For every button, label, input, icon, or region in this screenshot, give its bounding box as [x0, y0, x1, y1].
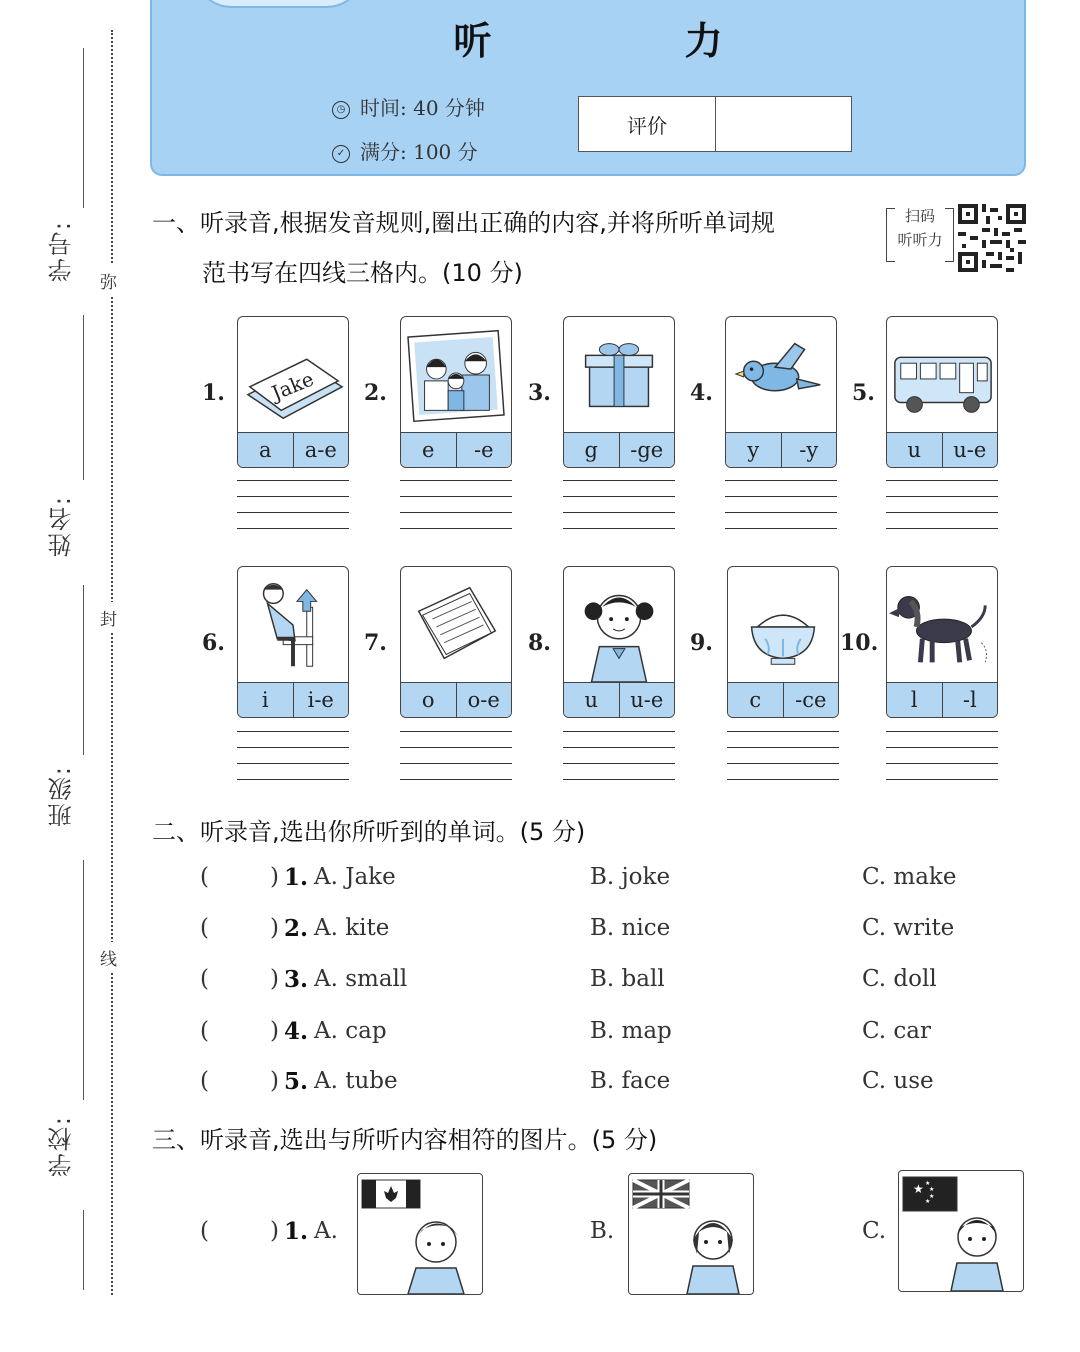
picture-card	[886, 316, 998, 468]
option-a[interactable]: A. Jake	[314, 864, 396, 890]
option-a[interactable]: l	[910, 688, 918, 712]
china-girl-picture[interactable]	[898, 1170, 1024, 1292]
writing-lines[interactable]	[886, 480, 998, 532]
option-a[interactable]: g	[584, 438, 598, 462]
svg-text:★: ★	[925, 1180, 931, 1187]
answer-paren[interactable]: (	[200, 1218, 209, 1244]
school-label: 学校:	[48, 1115, 76, 1178]
svg-text:★: ★	[929, 1186, 935, 1193]
scan-tag: 扫码 听听力	[886, 204, 954, 264]
seal-char: 封	[100, 602, 117, 633]
qr-code-icon[interactable]	[958, 204, 1026, 272]
writing-lines[interactable]	[237, 480, 349, 532]
choice-row: ( ) 2. A. kite B. nice C. write	[200, 915, 955, 942]
writing-lines[interactable]	[725, 480, 837, 532]
item-number: 1.	[202, 380, 225, 406]
picture-card	[886, 566, 998, 718]
option-b[interactable]: -l	[942, 683, 998, 717]
girl-icon	[564, 567, 674, 683]
item-number: 9.	[690, 630, 713, 656]
item-number: 8.	[528, 630, 551, 656]
option-a[interactable]: A. cap	[314, 1018, 387, 1044]
score-info: ✓ 满分: 100 分	[332, 136, 478, 165]
writing-lines[interactable]	[727, 731, 839, 783]
svg-text:★: ★	[929, 1193, 935, 1200]
answer-paren[interactable]: (	[200, 966, 209, 992]
option-b[interactable]: i-e	[293, 683, 349, 717]
option-b[interactable]: B. nice	[590, 915, 671, 941]
gift-box-icon	[564, 317, 674, 433]
dog-icon	[887, 567, 997, 683]
binding-rule	[83, 48, 84, 208]
answer-paren[interactable]: (	[200, 915, 209, 941]
header-band	[150, 0, 1026, 176]
page-title: 听 力	[453, 19, 813, 63]
bus-icon	[887, 317, 997, 433]
writing-lines[interactable]	[400, 731, 512, 783]
option-a[interactable]: u	[584, 688, 599, 712]
picture-card	[400, 316, 512, 468]
evaluation-box	[578, 96, 852, 152]
canada-flag-icon	[362, 1180, 420, 1208]
option-b[interactable]: u-e	[942, 433, 998, 467]
seal-char: 线	[100, 942, 117, 973]
name-label: 姓名:	[48, 495, 76, 558]
option-c[interactable]: C. write	[862, 915, 955, 941]
class-label: 班级:	[48, 765, 76, 828]
part3-heading: 三、听录音,选出与所听内容相符的图片。(5 分)	[152, 1126, 658, 1154]
picture-card	[563, 316, 675, 468]
option-b-label[interactable]: B.	[590, 1218, 615, 1244]
option-c[interactable]: C. use	[862, 1068, 934, 1094]
option-b[interactable]: -ge	[619, 433, 675, 467]
answer-paren[interactable]: (	[200, 864, 209, 890]
option-a[interactable]: a	[258, 438, 272, 462]
item-number: 10.	[840, 630, 879, 656]
binding-rule	[83, 860, 84, 1100]
seal-char: 弥	[100, 265, 117, 296]
option-a[interactable]: A. kite	[314, 915, 390, 941]
picture-card	[400, 566, 512, 718]
item-number: 6.	[202, 630, 225, 656]
writing-lines[interactable]	[563, 480, 675, 532]
time-info: ◷ 时间: 40 分钟	[332, 92, 485, 121]
picture-card	[237, 566, 349, 718]
option-a[interactable]: A. small	[314, 966, 408, 992]
part1-heading-line1: 一、听录音,根据发音规则,圈出正确的内容,并将所听单词规	[152, 209, 775, 237]
choice-row: ( ) 4. A. cap B. map C. car	[200, 1018, 931, 1045]
option-b[interactable]: u-e	[619, 683, 675, 717]
item-number: 3.	[528, 380, 551, 406]
item-number: 5.	[852, 380, 875, 406]
option-a[interactable]: A. tube	[314, 1068, 398, 1094]
answer-paren[interactable]: (	[200, 1068, 209, 1094]
option-a-label[interactable]: A.	[314, 1218, 338, 1244]
option-b[interactable]: -y	[781, 433, 837, 467]
china-flag-icon	[903, 1177, 957, 1211]
binding-rule	[83, 1210, 84, 1290]
uk-flag-icon	[633, 1180, 689, 1208]
choice-row: ( ) 5. A. tube B. face C. use	[200, 1068, 934, 1095]
binding-rule	[83, 315, 84, 480]
option-c[interactable]: C. make	[862, 864, 957, 890]
notes-icon	[401, 567, 511, 683]
svg-text:Jake: Jake	[268, 367, 318, 405]
option-b[interactable]: B. joke	[590, 864, 671, 890]
option-a[interactable]: e	[422, 438, 435, 462]
rice-bowl-icon	[728, 567, 838, 683]
option-c-label[interactable]: C.	[862, 1218, 887, 1244]
uk-girl-picture[interactable]	[628, 1173, 754, 1295]
part2-heading: 二、听录音,选出你所听到的单词。(5 分)	[152, 818, 586, 846]
option-a[interactable]: y	[747, 438, 760, 462]
option-c[interactable]: C. doll	[862, 966, 937, 992]
cloud-decoration	[192, 0, 366, 8]
option-c[interactable]: C. car	[862, 1018, 931, 1044]
evaluation-label: 评价	[579, 97, 716, 151]
picture-card	[727, 566, 839, 718]
option-b[interactable]: -ce	[783, 683, 839, 717]
option-b[interactable]: o-e	[456, 683, 512, 717]
option-a[interactable]: i	[261, 688, 269, 712]
option-a[interactable]: u	[907, 438, 922, 462]
option-a[interactable]: c	[749, 688, 762, 712]
student-id-label: 学号:	[48, 220, 76, 283]
item-number: 4.	[690, 380, 713, 406]
picture-card	[725, 316, 837, 468]
choice-row: ( ) 1. A. Jake B. joke C. make	[200, 864, 957, 891]
picture-choice-row: ( ) 1. A. B. C.	[200, 1218, 887, 1245]
svg-text:★: ★	[913, 1182, 924, 1196]
option-b[interactable]: B. ball	[590, 966, 665, 992]
evaluation-field[interactable]	[716, 97, 851, 151]
choice-row: ( ) 3. A. small B. ball C. doll	[200, 966, 937, 993]
writing-lines[interactable]	[400, 480, 512, 532]
canada-boy-picture[interactable]	[357, 1173, 483, 1295]
check-icon: ✓	[332, 145, 350, 163]
item-number: 7.	[364, 630, 387, 656]
seal-dotted-line	[111, 30, 113, 1295]
writing-lines[interactable]	[237, 731, 349, 783]
boy-sitting-icon	[238, 567, 348, 683]
writing-lines[interactable]	[563, 731, 675, 783]
answer-paren[interactable]: (	[200, 1018, 209, 1044]
binding-rule	[83, 585, 84, 755]
option-b[interactable]: a-e	[293, 433, 349, 467]
writing-lines[interactable]	[886, 731, 998, 783]
option-a[interactable]: o	[421, 688, 435, 712]
bird-icon	[726, 317, 836, 433]
item-number: 2.	[364, 380, 387, 406]
part1-heading-line2: 范书写在四线三格内。(10 分)	[202, 259, 523, 287]
option-b[interactable]: -e	[456, 433, 512, 467]
picture-card	[563, 566, 675, 718]
option-b[interactable]: B. map	[590, 1018, 672, 1044]
svg-text:★: ★	[925, 1198, 931, 1205]
picture-card	[237, 316, 349, 468]
family-photo-icon	[401, 317, 511, 433]
option-b[interactable]: B. face	[590, 1068, 671, 1094]
jake-card-icon	[238, 317, 348, 433]
clock-icon: ◷	[332, 101, 350, 119]
